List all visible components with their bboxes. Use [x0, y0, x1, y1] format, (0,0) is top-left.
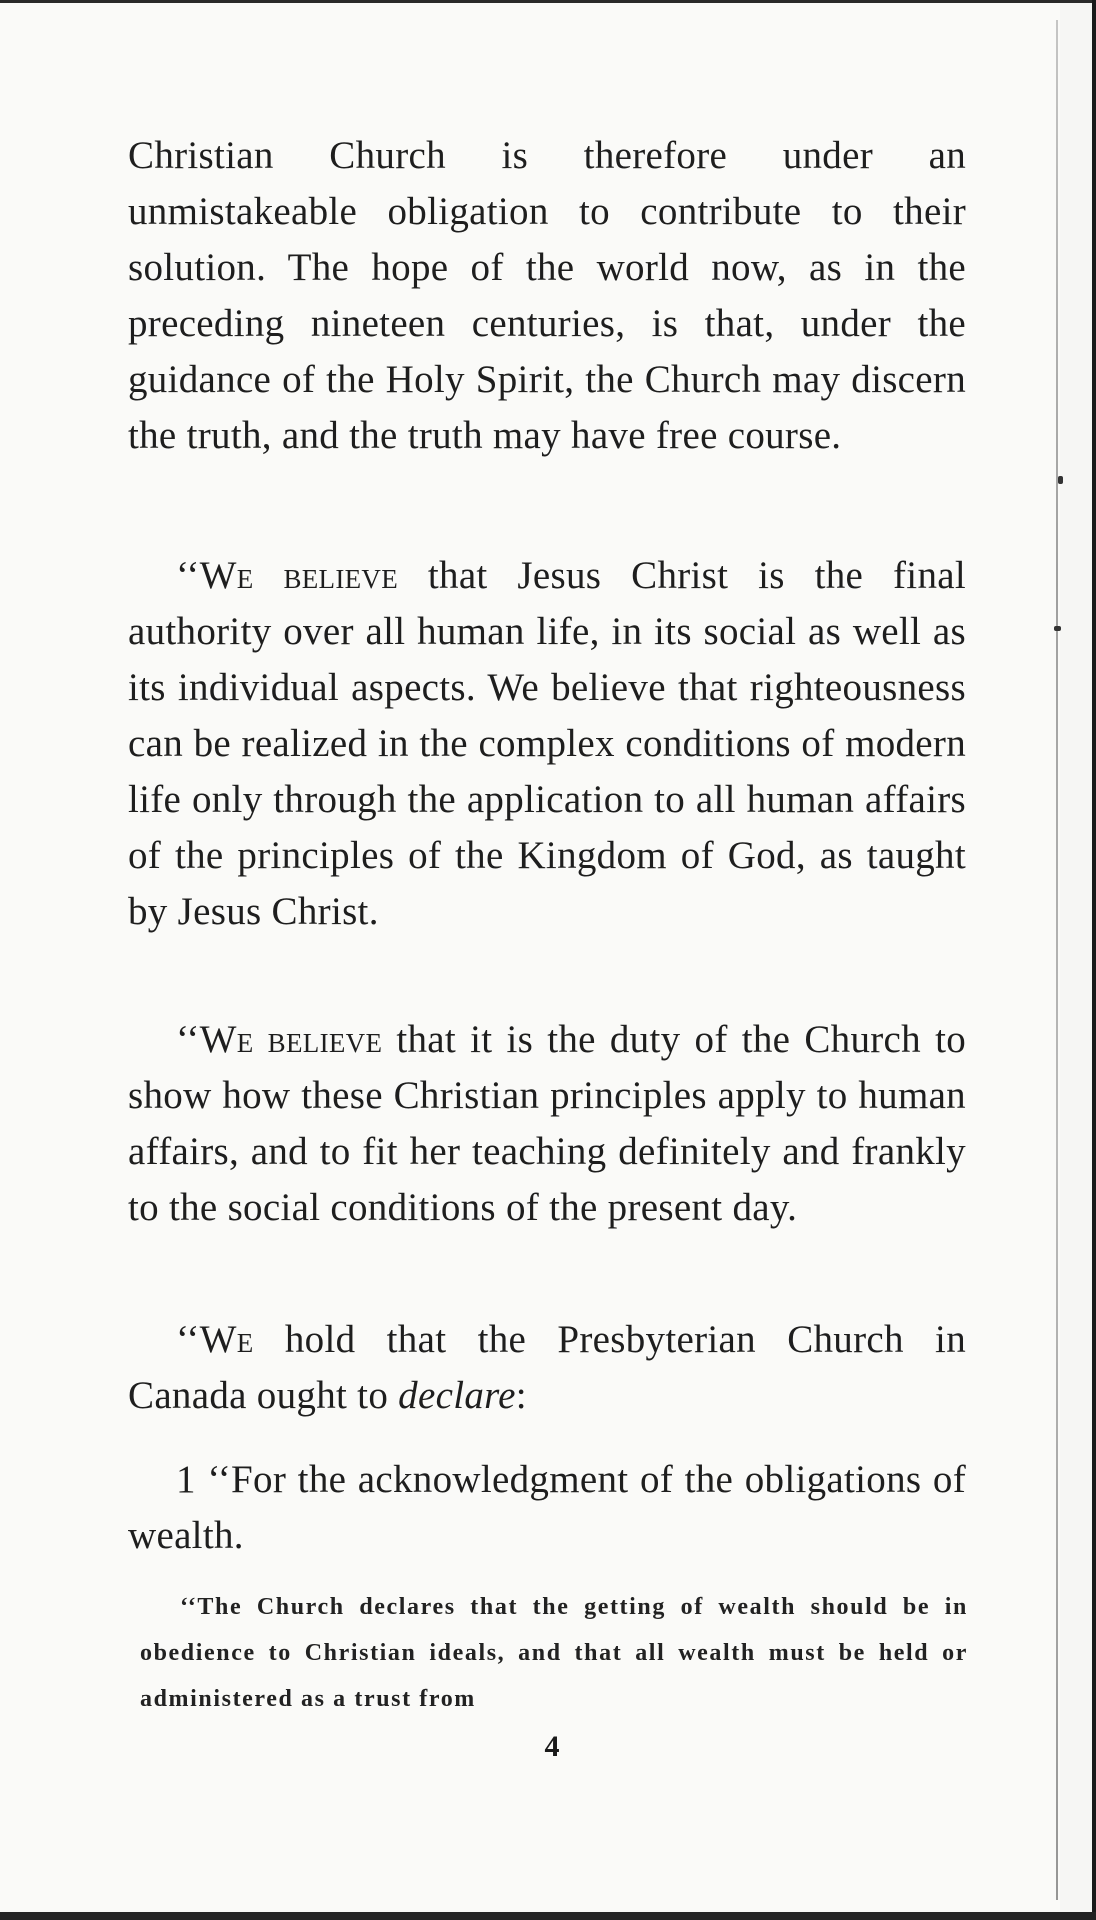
scan-binding-shadow [1056, 20, 1058, 1900]
paragraph-lead-we: ‘‘We [176, 1318, 254, 1361]
scan-top-edge [0, 0, 1096, 3]
numbered-item-wealth-text: 1 ‘‘For the acknowledgment of the obligations of wealth. [128, 1458, 966, 1557]
paragraph-final-authority-text: that Jesus Christ is the final authority over all human life, in its social as well as its individual aspects. We believe that righteousness can be realized in the complex conditions of modern life only through the application to all human affairs of the principles of the Kingdom of God, as taught by Jesus Christ. [128, 554, 966, 933]
page-number: 4 [544, 1730, 560, 1763]
footnote-text: ‘‘The Church declares that the getting of wealth should be in obedience to Christian ideals, and that all wealth must be held or administered as a trust from [140, 1594, 968, 1712]
scan-speck [1054, 626, 1061, 631]
paragraph-lead-we-believe: ‘‘We believe [176, 554, 399, 597]
declare-emphasis: declare [398, 1374, 516, 1417]
paragraph-lead-we-believe: ‘‘We believe [176, 1018, 383, 1061]
scan-bottom-edge [0, 1912, 1096, 1920]
paragraph-duty-of-church-text: that it is the duty of the Church to show how these Christian principles apply to human affairs, and to fit her teaching definitely and frankly to the social conditions of the present day. [128, 1018, 967, 1229]
paragraph-intro [128, 128, 966, 464]
scan-right-edge [1092, 0, 1096, 1920]
paragraph-final-authority [128, 548, 966, 940]
paragraph-declare-text: hold that the Presbyterian Church in Canada ought to [128, 1318, 966, 1417]
paragraph-intro-text: Christian Church is therefore under an unmistakeable obligation to contribute to their solution. The hope of the world now, as in the preceding nineteen centuries, is that, under the guidance of the Holy Spirit, the Church may discern the truth, and the truth may have free course. [128, 134, 966, 457]
paragraph-duty-of-church [128, 1012, 966, 1236]
footnote [140, 1584, 968, 1722]
numbered-item-wealth [128, 1452, 966, 1564]
paragraph-declare-tail: : [515, 1374, 527, 1417]
paragraph-declare [128, 1312, 966, 1424]
scan-speck [1058, 476, 1063, 484]
